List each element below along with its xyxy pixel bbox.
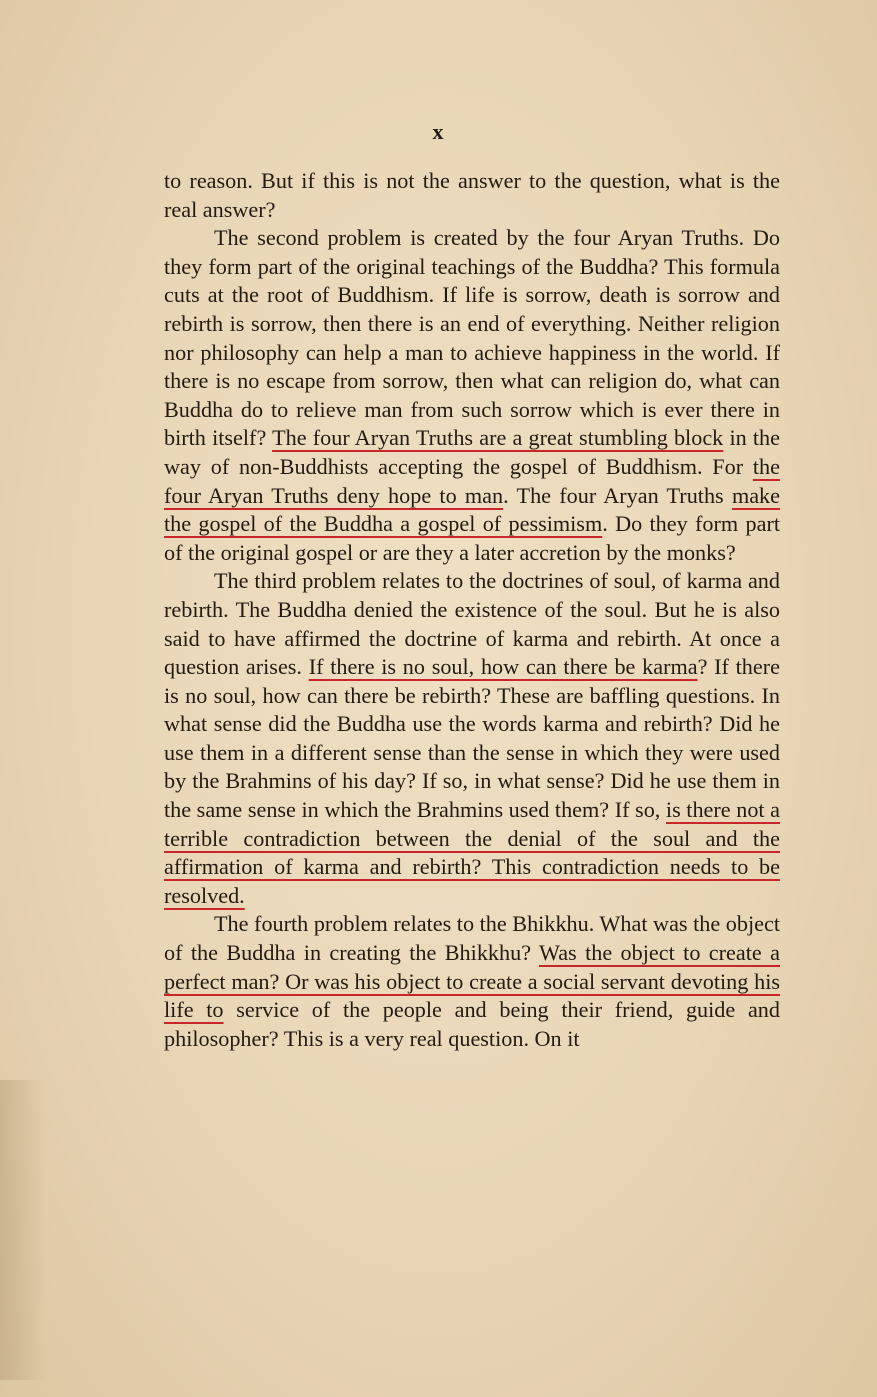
text-segment: The second problem is created by the four Aryan Truths. Do they form part of the original teachings of the Buddha? This formula cuts at the root of Buddhism. If life is sorrow, death is sorrow and rebirth is sorrow, then there is an end of everything. Neither religion nor philosophy can help a man to achieve happiness in the world. If there is no escape from sorrow, then what can religion do, what can Buddha do to relieve man from such sorrow which is ever there in birth itself?	[164, 225, 780, 451]
underlined-passage: The four Aryan Truths are a great stumbling block	[272, 425, 724, 451]
text-segment: service of the people and being their friend, guide and philosopher? This is a very real question. On it	[164, 997, 780, 1051]
underlined-passage: make the gospel of the Buddha a gospel of pessimism	[164, 482, 780, 537]
text-segment: . Do they form part of the original gospel or are they a later accretion by the monks?	[164, 511, 780, 565]
text-segment: . The four Aryan Truths	[503, 482, 732, 508]
underlined-passage: the four Aryan Truths deny hope to man	[164, 453, 780, 508]
underlined-passage: is there not a terrible contradiction between the denial of the soul and the affirmation of karma and rebirth? This contradiction needs to be resolved.	[164, 797, 780, 908]
paragraph-3	[164, 567, 780, 910]
text-segment: The fourth problem relates to the Bhikkhu. What was the object of the Buddha in creating the Bhikkhu?	[164, 911, 780, 966]
text-segment: The third problem relates to the doctrines of soul, of karma and rebirth. The Buddha denied the existence of the soul. But he is also said to have affirmed the doctrine of karma and rebirth. At once a question arises.	[164, 568, 780, 680]
page-number: x	[432, 119, 445, 144]
paragraph-1	[164, 167, 780, 224]
underlined-passage: If there is no soul, how can there be karma	[308, 654, 698, 680]
body-text	[164, 167, 780, 1053]
page-edge-shadow	[0, 1080, 46, 1380]
text-segment: ? If there is no soul, how can there be rebirth? These are baffling questions. In what sense did the Buddha use the words karma and rebirth? Did he use them in a different sense than the sense in which they were used by the Brahmins of his day? If so, in what sense? Did he use them in the same sense in which the Brahmins used them? If so,	[164, 654, 780, 823]
text-segment: to reason. But if this is not the answer to the question, what is the real answer?	[164, 168, 780, 222]
underlined-passage: Was the object to create a perfect man? Or was his object to create a social servant devoting his life to	[164, 940, 780, 1023]
text-segment: in the way of non-Buddhists accepting the gospel of Buddhism. For	[164, 425, 780, 479]
paragraph-2	[164, 224, 780, 567]
paragraph-4	[164, 910, 780, 1053]
